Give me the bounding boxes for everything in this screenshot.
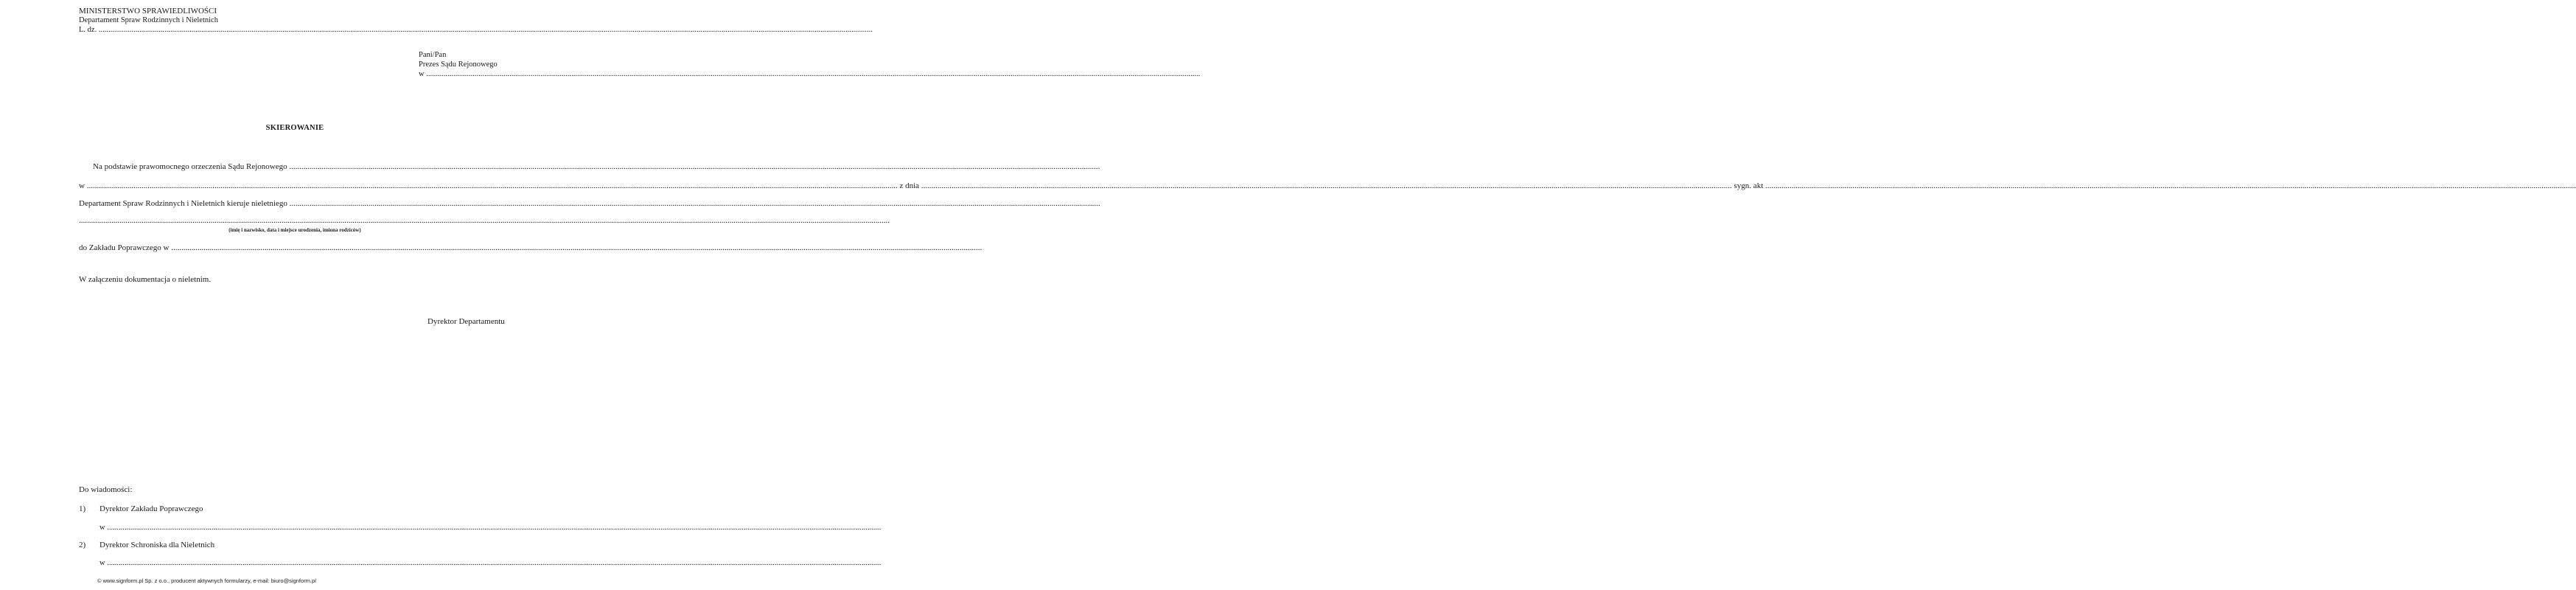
dotted-leader: ................................................................................................................................................................................................................................................................................................................................................................................................................: [426, 70, 1201, 78]
date-label: z dnia: [899, 181, 920, 190]
document-title: SKIEROWANIE: [265, 124, 324, 132]
dotted-leader: ................................................................................................................................................................................................................................................................................................................................................................................................................: [98, 26, 873, 34]
recipient-place-label: w: [419, 70, 425, 78]
signature-title: Dyrektor Departamentu: [427, 317, 505, 326]
ref-number-field[interactable]: [79, 26, 873, 34]
correctional-facility-line[interactable]: [79, 243, 982, 252]
footer-copyright: © www.signform.pl Sp. z o.o., producent aktywnych formularzy, e-mail: biuro@signform.pl: [97, 577, 316, 584]
attachment-note: W załączeniu dokumentacja o nieletnim.: [79, 275, 212, 284]
dotted-leader: ................................................................................................................................................................................................................................................................................................................................................................................................................: [107, 524, 882, 532]
dotted-leader: ................................................................................................................................................................................................................................................................................................................................................................................................................: [289, 162, 1100, 171]
recipient-line1: Pani/Pan: [419, 51, 447, 59]
cc-item-2-place-label: w: [100, 559, 105, 567]
dotted-leader: ................................................................................................................................................................................................................................................................................................................................................................................................................: [171, 243, 982, 252]
dotted-leader: ................................................................................................................................................................................................................................................................................................................................................................................................................: [1765, 181, 2576, 190]
ref-label: L. dz.: [79, 26, 97, 34]
court-place-label: w: [79, 181, 85, 190]
minor-details-field[interactable]: [79, 216, 890, 225]
dotted-leader: ................................................................................................................................................................................................................................................................................................................................................................................................................: [107, 559, 882, 567]
court-ruling-line[interactable]: [93, 162, 1100, 171]
ministry-name: MINISTERSTWO SPRAWIEDLIWOŚCI: [79, 7, 217, 15]
dotted-leader: ................................................................................................................................................................................................................................................................................................................................................................................................................: [289, 199, 1100, 208]
dotted-leader: ................................................................................................................................................................................................................................................................................................................................................................................................................: [921, 181, 1732, 190]
recipient-line2: Prezes Sądu Rejonowego: [419, 60, 498, 69]
case-ref-label: sygn. akt: [1734, 181, 1764, 190]
recipient-place-field[interactable]: [419, 70, 1201, 78]
ruling-text: Na podstawie prawomocnego orzeczenia Sądu Rejonowego: [93, 162, 287, 171]
facility-label: do Zakładu Poprawczego w: [79, 243, 170, 252]
department-name: Departament Spraw Rodzinnych i Nieletnich: [79, 16, 218, 24]
cc-item-1-place-field[interactable]: [100, 524, 882, 532]
dotted-leader: ................................................................................................................................................................................................................................................................................................................................................................................................................: [86, 181, 898, 190]
cc-heading: Do wiadomości:: [79, 485, 133, 494]
minor-details-caption: (imię i nazwisko, data i miejsce urodzenia, imiona rodziców): [228, 227, 361, 233]
cc-item-2-place-field[interactable]: [100, 559, 882, 567]
minor-referral-line[interactable]: [79, 199, 1100, 208]
dotted-leader: ................................................................................................................................................................................................................................................................................................................................................................................................................: [79, 216, 890, 225]
cc-item-2-number: 2): [79, 541, 86, 549]
cc-item-1-number: 1): [79, 504, 86, 513]
referral-text: Departament Spraw Rodzinnych i Nieletnich kieruje nieletniego: [79, 199, 287, 208]
court-details-line[interactable]: [79, 181, 2576, 190]
cc-item-2-label: Dyrektor Schroniska dla Nieletnich: [100, 541, 215, 549]
cc-item-1-place-label: w: [100, 524, 105, 532]
cc-item-1-label: Dyrektor Zakładu Poprawczego: [100, 504, 203, 513]
